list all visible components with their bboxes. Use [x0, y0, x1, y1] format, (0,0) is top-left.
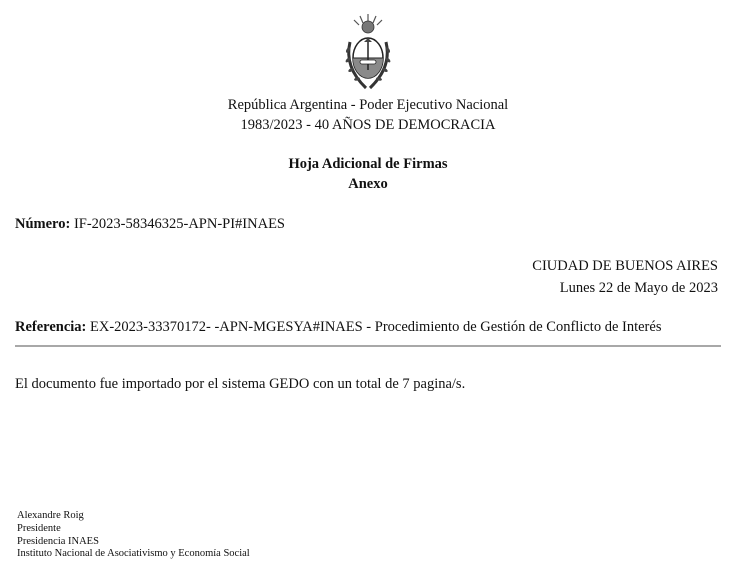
referencia-value: EX-2023-33370172- -APN-MGESYA#INAES - Procedimiento de Gestión de Conflicto de Interés	[90, 319, 662, 335]
location-city: CIUDAD DE BUENOS AIRES	[532, 258, 718, 274]
coat-of-arms-argentina-icon	[336, 12, 400, 92]
signer-role: Presidente	[17, 522, 61, 534]
numero-row	[15, 215, 285, 233]
body-text: El documento fue importado por el sistema GEDO con un total de 7 pagina/s.	[15, 376, 466, 392]
numero-label: Número:	[15, 216, 71, 232]
signature-block	[17, 510, 250, 561]
signer-name: Alexandre Roig	[17, 510, 84, 521]
document-date: Lunes 22 de Mayo de 2023	[559, 280, 718, 296]
divider	[15, 345, 721, 347]
header-line-2: 1983/2023 - 40 AÑOS DE DEMOCRACIA	[240, 117, 496, 133]
numero-value: IF-2023-58346325-APN-PI#INAES	[73, 216, 285, 232]
referencia-row	[15, 318, 661, 336]
document-subtitle: Anexo	[348, 176, 388, 192]
signer-institution: Instituto Nacional de Asociativismo y Economía Social	[17, 548, 250, 560]
header-line-1: República Argentina - Poder Ejecutivo Nacional	[227, 97, 509, 113]
signer-office: Presidencia INAES	[17, 535, 99, 547]
document-title: Hoja Adicional de Firmas	[288, 156, 448, 172]
referencia-label: Referencia:	[15, 319, 87, 335]
